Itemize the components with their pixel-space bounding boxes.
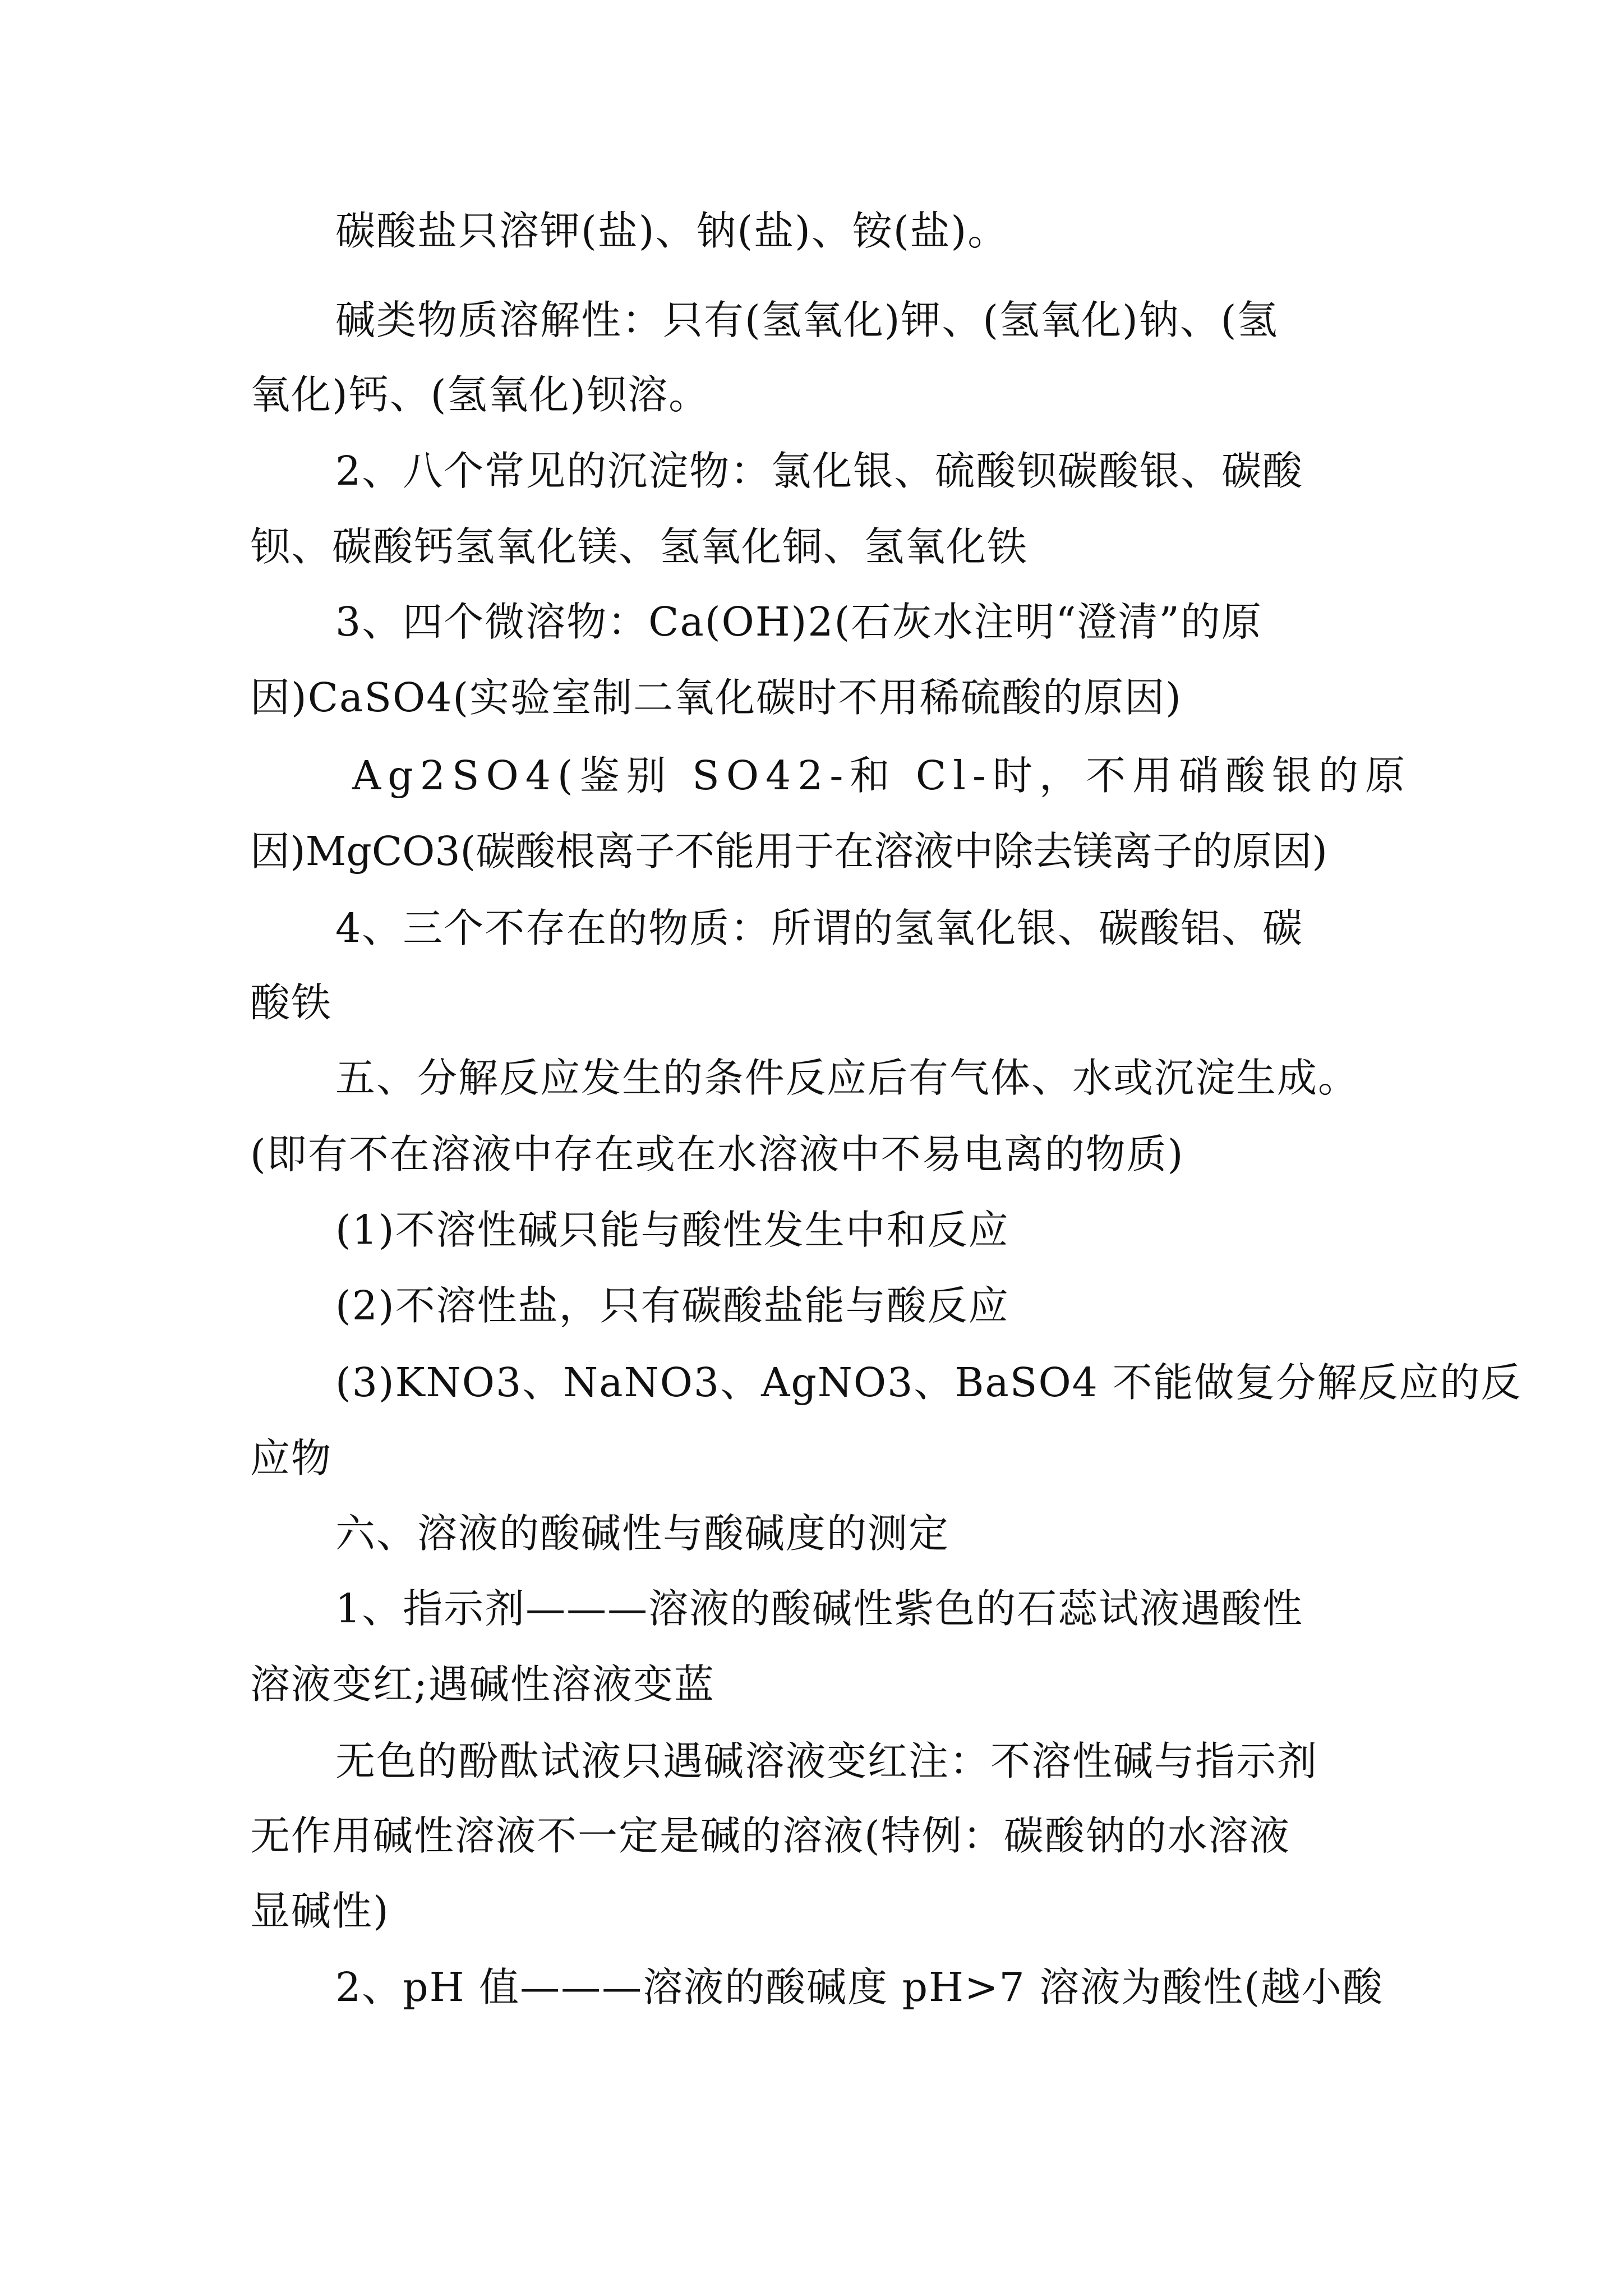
text-line-3: 氧化)钙、(氢氧化)钡溶。 xyxy=(250,371,710,418)
text-line-6: 3、四个微溶物：Ca(OH)2(石灰水注明“澄清”的原 xyxy=(335,599,1262,645)
text-line-17: 应物 xyxy=(250,1435,333,1481)
text-line-7: 因)CaSO4(实验室制二氧化碳时不用稀硫酸的原因) xyxy=(250,674,1182,721)
text-line-4: 2、八个常见的沉淀物：氯化银、硫酸钡碳酸银、碳酸 xyxy=(335,448,1304,494)
text-line-13: (即有不在溶液中存在或在水溶液中不易电离的物质) xyxy=(250,1131,1184,1177)
text-line-24: 2、pH 值———溶液的酸碱度 pH>7 溶液为酸性(越小酸 xyxy=(335,1964,1384,2010)
text-line-1: 碳酸盐只溶钾(盐)、钠(盐)、铵(盐)。 xyxy=(335,208,1009,254)
text-line-14: (1)不溶性碱只能与酸性发生中和反应 xyxy=(335,1207,1009,1253)
text-line-2: 碱类物质溶解性：只有(氢氧化)钾、(氢氧化)钠、(氢 xyxy=(335,297,1279,343)
text-line-20: 溶液变红;遇碱性溶液变蓝 xyxy=(250,1661,715,1708)
text-line-9: 因)MgCO3(碳酸根离子不能用于在溶液中除去镁离子的原因) xyxy=(250,828,1327,875)
text-line-18: 六、溶液的酸碱性与酸碱度的测定 xyxy=(335,1510,950,1557)
text-line-22: 无作用碱性溶液不一定是碱的溶液(特例：碳酸钠的水溶液 xyxy=(250,1812,1290,1859)
text-line-12: 五、分解反应发生的条件反应后有气体、水或沉淀生成。 xyxy=(335,1055,1359,1101)
text-line-15: (2)不溶性盐，只有碳酸盐能与酸反应 xyxy=(335,1282,1009,1329)
text-line-5: 钡、碳酸钙氢氧化镁、氢氧化铜、氢氧化铁 xyxy=(250,523,1029,570)
text-line-8: Ag2SO4(鉴别 SO42-和 Cl-时，不用硝酸银的原 xyxy=(352,752,1412,799)
text-line-10: 4、三个不存在的物质：所谓的氢氧化银、碳酸铝、碳 xyxy=(335,905,1304,951)
text-line-19: 1、指示剂———溶液的酸碱性紫色的石蕊试液遇酸性 xyxy=(335,1585,1304,1632)
text-line-16: (3)KNO3、NaNO3、AgNO3、BaSO4 不能做复分解反应的反 xyxy=(335,1359,1522,1406)
text-line-21: 无色的酚酞试液只遇碱溶液变红注：不溶性碱与指示剂 xyxy=(335,1738,1318,1784)
text-line-23: 显碱性) xyxy=(250,1888,390,1934)
text-line-11: 酸铁 xyxy=(250,979,333,1026)
